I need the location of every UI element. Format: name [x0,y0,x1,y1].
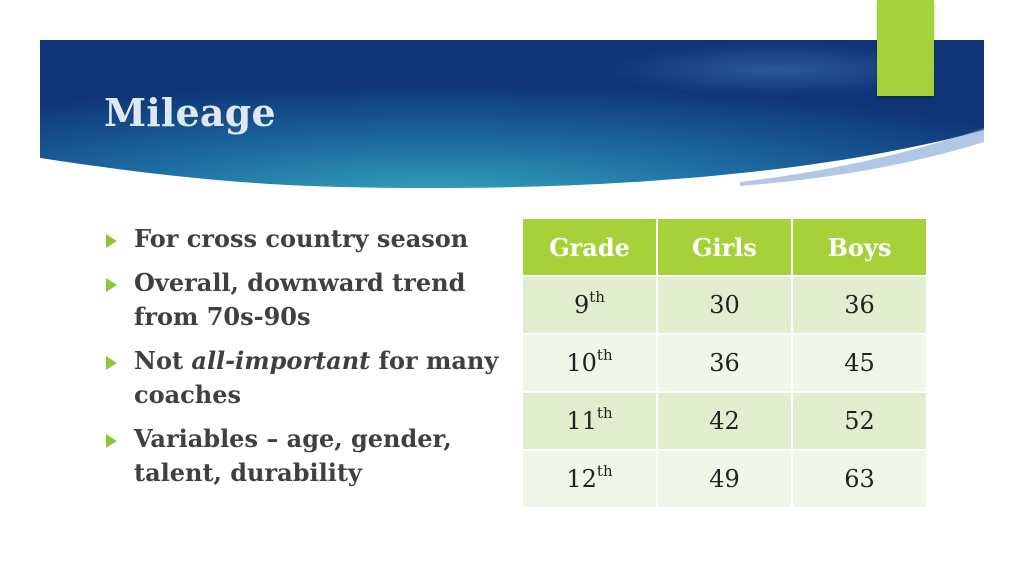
table-row [522,334,927,392]
table-header-row [522,218,927,276]
bullet-item [104,222,504,256]
grade-cell [522,334,657,392]
table-row [522,392,927,450]
grade-number: 9 [574,291,590,319]
boys-cell: 36 [792,276,927,334]
column-header-grade: Grade [522,218,657,276]
bullet-text: Variables – age, gender, talent, durability [134,424,452,487]
bullet-item [104,344,504,412]
boys-cell: 63 [792,450,927,508]
grade-cell [522,276,657,334]
bullet-text: for many coaches [134,346,499,409]
grade-cell [522,392,657,450]
grade-suffix: th [596,346,613,364]
table-row [522,276,927,334]
column-header-girls: Girls [657,218,792,276]
grade-suffix: th [596,462,613,480]
triangle-right-icon [106,356,117,370]
boys-cell: 52 [792,392,927,450]
grade-suffix: th [589,288,605,306]
triangle-right-icon [106,434,117,448]
table-row [522,450,927,508]
bullet-emphasis: all-important [191,346,371,375]
column-header-boys: Boys [792,218,927,276]
mileage-table [521,217,928,509]
girls-cell: 49 [657,450,792,508]
grade-suffix: th [596,404,613,422]
girls-cell: 42 [657,392,792,450]
grade-number: 12 [566,465,597,493]
grade-cell [522,450,657,508]
grade-number: 11 [566,407,597,435]
bullet-item [104,266,504,334]
slide-title: Mileage [104,90,276,135]
triangle-right-icon [106,278,117,292]
accent-tab [877,0,934,96]
girls-cell: 36 [657,334,792,392]
bullet-text: Overall, downward trend from 70s-90s [134,268,466,331]
bullet-text: Not [134,346,192,375]
triangle-right-icon [106,234,117,248]
grade-number: 10 [566,349,597,377]
boys-cell: 45 [792,334,927,392]
bullet-text: For cross country season [134,224,469,253]
bullet-list [104,222,504,500]
girls-cell: 30 [657,276,792,334]
bullet-item [104,422,504,490]
